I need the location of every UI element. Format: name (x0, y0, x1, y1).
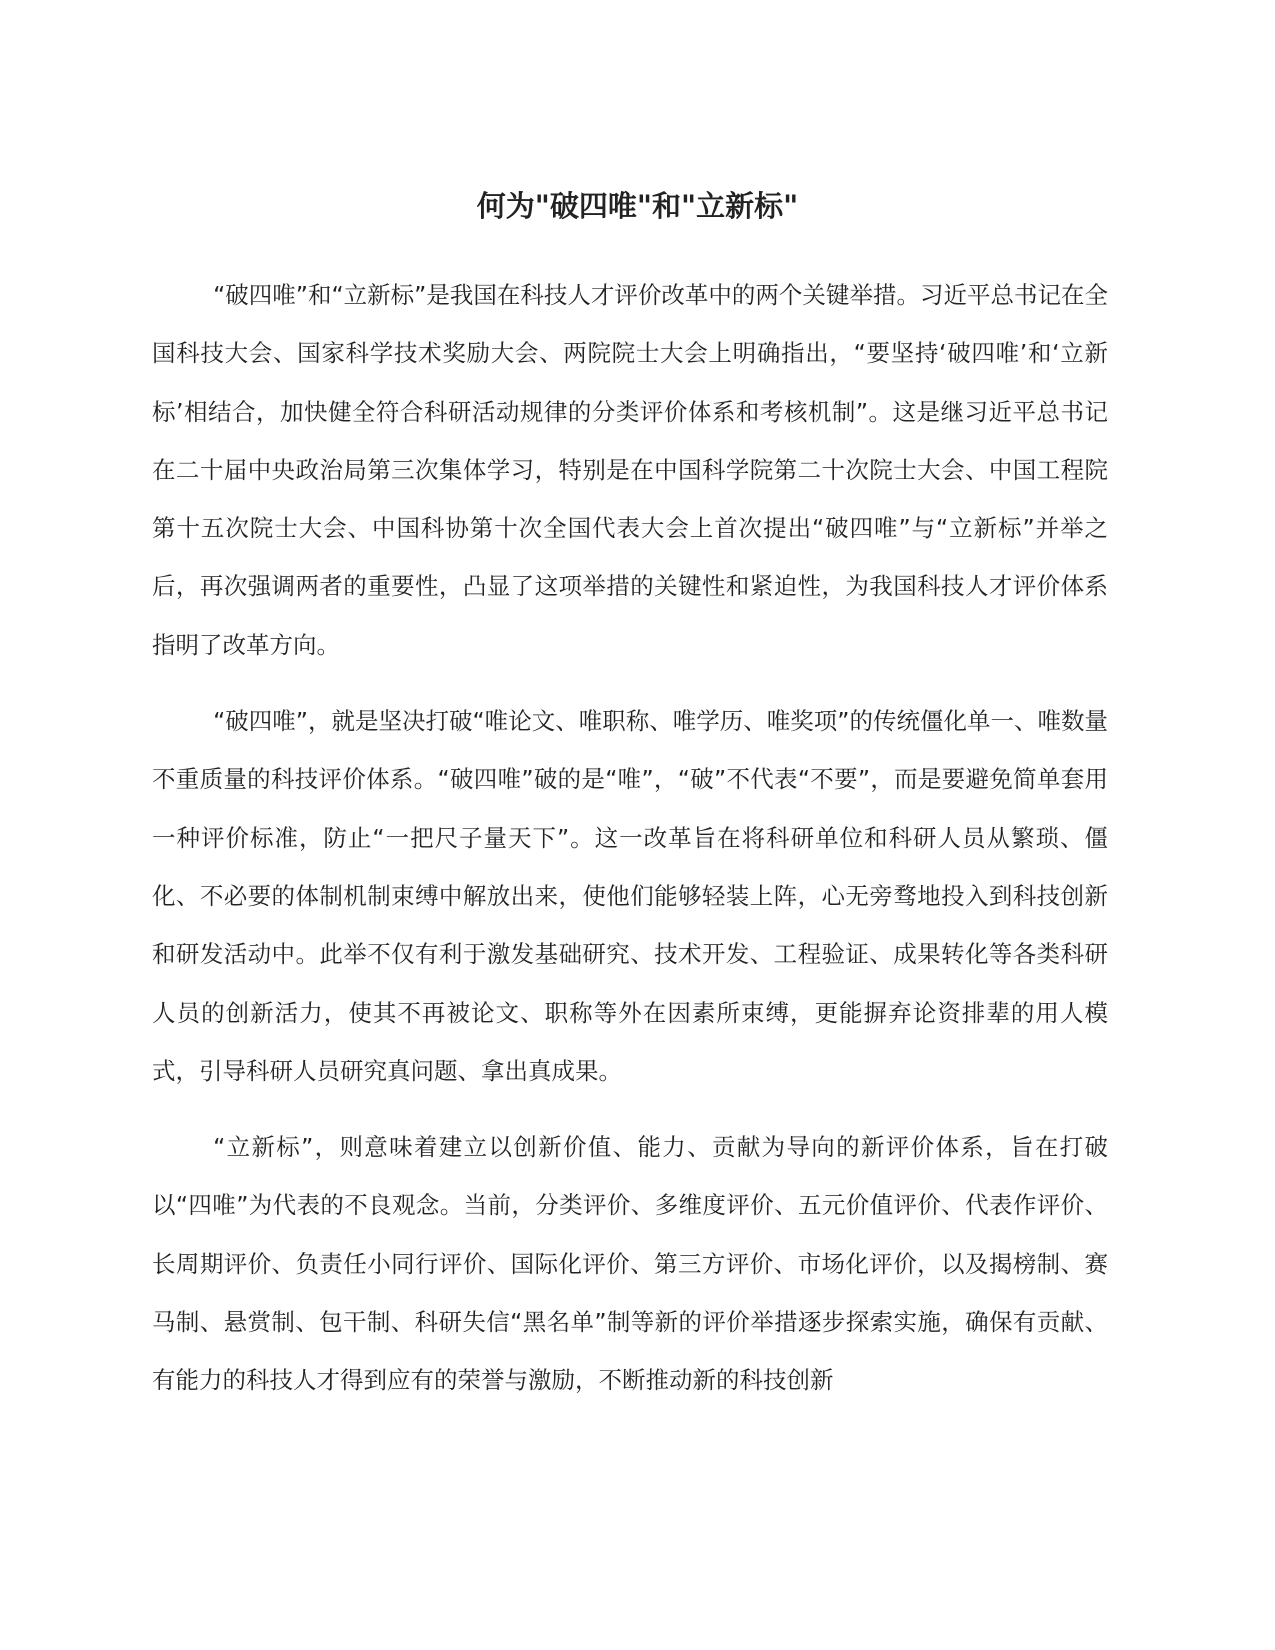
paragraph: “破四唯”，就是坚决打破“唯论文、唯职称、唯学历、唯奖项”的传统僵化单一、唯数量不重质量的科技评价体系。“破四唯”破的是“唯”，“破”不代表“不要”，而是要避免简单套用一种评价标准，防止“一把尺子量天下”。这一改革旨在将科研单位和科研人员从繁琐、僵化、不必要的体制机制束缚中解放出来，使他们能够轻装上阵，心无旁骛地投入到科技创新和研发活动中。此举不仅有利于激发基础研究、技术开发、工程验证、成果转化等各类科研人员的创新活力，使其不再被论文、职称等外在因素所束缚，更能摒弃论资排辈的用人模式，引导科研人员研究真问题、拿出真成果。 (152, 707, 1108, 1085)
paragraph: “破四唯”和“立新标”是我国在科技人才评价改革中的两个关键举措。习近平总书记在全国科技大会、国家科学技术奖励大会、两院院士大会上明确指出，“要坚持‘破四唯’和‘立新标’相结合，加快健全符合科研活动规律的分类评价体系和考核机制”。这是继习近平总书记在二十届中央政治局第三次集体学习，特别是在中国科学院第二十次院士大会、中国工程院第十五次院士大会、中国科协第十次全国代表大会上首次提出“破四唯”与“立新标”并举之后，再次强调两者的重要性，凸显了这项举措的关键性和紧迫性，为我国科技人才评价体系指明了改革方向。 (152, 281, 1108, 659)
document-title: 何为"破四唯"和"立新标" (476, 189, 799, 223)
document-body (152, 266, 1108, 1428)
paragraph: “立新标”，则意味着建立以创新价值、能力、贡献为导向的新评价体系，旨在打破以“四唯”为代表的不良观念。当前，分类评价、多维度评价、五元价值评价、代表作评价、长周期评价、负责任小同行评价、国际化评价、第三方评价、市场化评价，以及揭榜制、赛马制、悬赏制、包干制、科研失信“黑名单”制等新的评价举措逐步探索实施，确保有贡献、有能力的科技人才得到应有的荣誉与激励，不断推动新的科技创新 (152, 1133, 1108, 1395)
